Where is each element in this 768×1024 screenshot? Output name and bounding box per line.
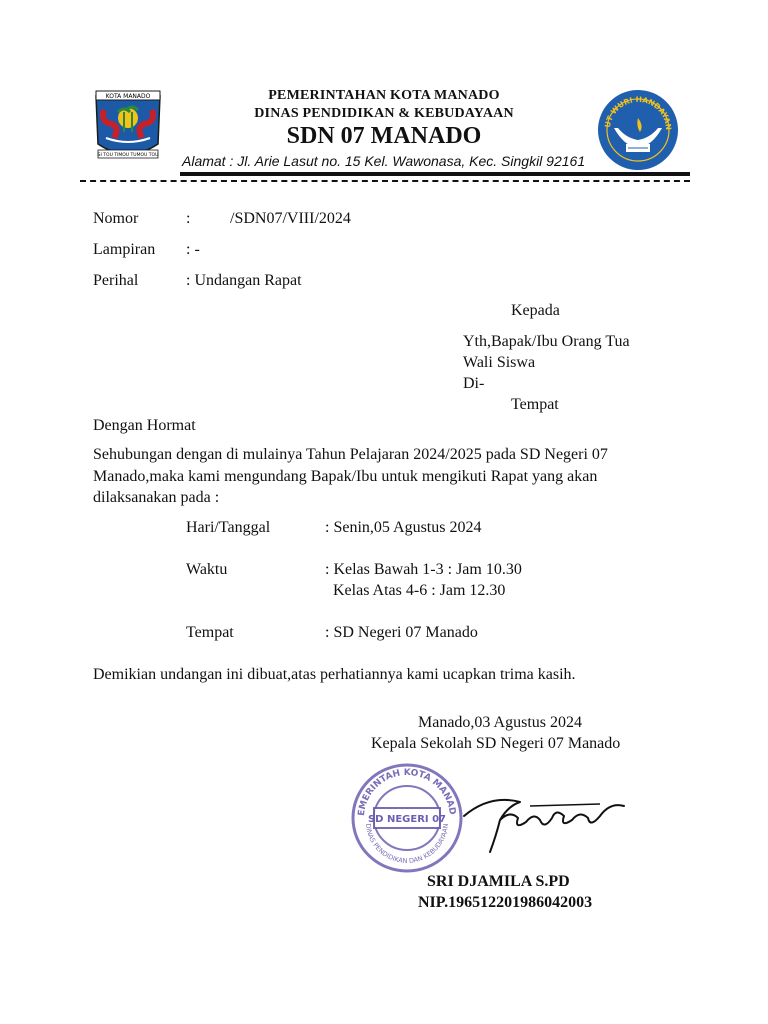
signatory-title: Kepala Sekolah SD Negeri 07 Manado: [371, 735, 621, 752]
school-address: Alamat : Jl. Arie Lasut no. 15 Kel. Wawonasa, Kec. Singkil 92161: [182, 153, 586, 169]
handwritten-signature: [460, 776, 630, 871]
school-name: SDN 07 MANADO: [286, 123, 482, 149]
stamp-inner-text: SD NEGERI 07: [367, 814, 447, 825]
tempat-value: : SD Negeri 07 Manado: [325, 624, 478, 641]
hari-label: Hari/Tanggal: [186, 519, 271, 536]
perihal-label: Perihal: [93, 272, 139, 289]
header-line-1: PEMERINTAHAN KOTA MANADO: [268, 88, 500, 103]
waktu-value-2: Kelas Atas 4-6 : Jam 12.30: [333, 582, 506, 599]
recipient-line-3: Di-: [463, 375, 485, 392]
tut-wuri-handayani-logo: [596, 88, 680, 177]
paragraph-line-3: dilaksanakan pada :: [93, 489, 220, 506]
waktu-label: Waktu: [186, 561, 228, 578]
nomor-separator: :: [186, 210, 191, 227]
recipient-line-4: Tempat: [511, 396, 559, 413]
nomor-value: /SDN07/VIII/2024: [230, 210, 351, 227]
signatory-nip: NIP.196512201986042003: [418, 894, 593, 911]
stamp-outer-text: EMERINTAH KOTA MANAD: [356, 768, 457, 817]
recipient-line-1: Yth,Bapak/Ibu Orang Tua: [463, 333, 630, 350]
header-line-2: DINAS PENDIDIKAN & KEBUDAYAAN: [254, 106, 514, 121]
logo-left-motto: SI TOU TIMOU TUMOU TOU: [97, 153, 159, 158]
paragraph-line-2: Manado,maka kami mengundang Bapak/Ibu untuk mengikuti Rapat yang akan: [93, 468, 598, 485]
nomor-label: Nomor: [93, 210, 139, 227]
logo-left-label: KOTA MANADO: [105, 93, 151, 100]
waktu-value-1: : Kelas Bawah 1-3 : Jam 10.30: [325, 561, 522, 578]
stamp-bottom-text: DINAS PENDIDIKAN DAN KEBUDAYAAN: [363, 823, 451, 866]
official-stamp: [350, 762, 464, 879]
recipient-kepada: Kepada: [511, 302, 560, 319]
logo-right-label: UT WURI HANDAYAN: [603, 94, 674, 131]
recipient-line-2: Wali Siswa: [463, 354, 536, 371]
lampiran-value: : -: [186, 241, 200, 258]
header-rule-dashed: [80, 180, 690, 182]
paragraph-line-1: Sehubungan dengan di mulainya Tahun Pelajaran 2024/2025 pada SD Negeri 07: [93, 446, 608, 463]
header-rule-thick: [180, 172, 690, 176]
place-date: Manado,03 Agustus 2024: [418, 714, 582, 731]
hari-value: : Senin,05 Agustus 2024: [325, 519, 482, 536]
greeting: Dengan Hormat: [93, 417, 196, 434]
lampiran-label: Lampiran: [93, 241, 156, 258]
tempat-label: Tempat: [186, 624, 234, 641]
signatory-name: SRI DJAMILA S.PD: [427, 873, 570, 890]
closing-sentence: Demikian undangan ini dibuat,atas perhatiannya kami ucapkan trima kasih.: [93, 666, 576, 683]
perihal-value: : Undangan Rapat: [186, 272, 302, 289]
